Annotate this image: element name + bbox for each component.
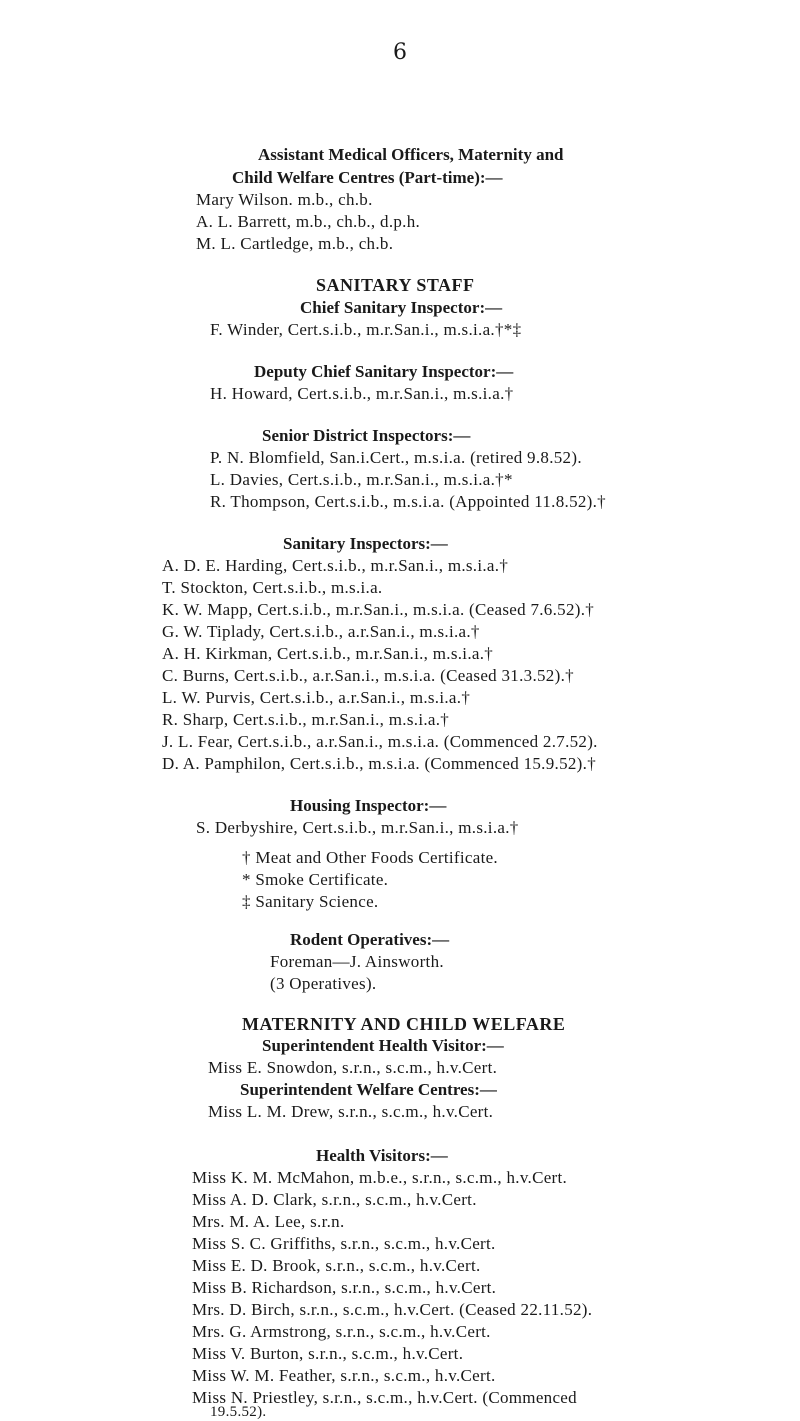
sanitary-inspector: R. Sharp, Cert.s.i.b., m.r.San.i., m.s.i.a.† <box>162 710 450 729</box>
senior-inspectors-heading: Senior District Inspectors:— <box>262 426 471 445</box>
health-visitor: Miss B. Richardson, s.r.n., s.c.m., h.v.Cert. <box>192 1278 497 1297</box>
superintendent-wc: Miss L. M. Drew, s.r.n., s.c.m., h.v.Cert. <box>208 1102 494 1121</box>
health-visitor: Miss E. D. Brook, s.r.n., s.c.m., h.v.Cert. <box>192 1256 481 1275</box>
health-visitor: Miss N. Priestley, s.r.n., s.c.m., h.v.Cert. (Commenced <box>192 1388 577 1407</box>
page-number: 6 <box>393 40 407 65</box>
sanitary-inspectors-heading: Sanitary Inspectors:— <box>283 534 448 553</box>
superintendent-hv: Miss E. Snowdon, s.r.n., s.c.m., h.v.Cert. <box>208 1058 498 1077</box>
health-visitor-continued: 19.5.52). <box>210 1404 267 1420</box>
superintendent-hv-heading: Superintendent Health Visitor:— <box>262 1036 504 1055</box>
footnote: * Smoke Certificate. <box>242 870 389 889</box>
sanitary-inspector: G. W. Tiplady, Cert.s.i.b., a.r.San.i., m.s.i.a.† <box>162 622 480 641</box>
health-visitor: Mrs. D. Birch, s.r.n., s.c.m., h.v.Cert. (Ceased 22.11.52). <box>192 1300 593 1319</box>
health-visitor: Mrs. G. Armstrong, s.r.n., s.c.m., h.v.Cert. <box>192 1322 491 1341</box>
section-title-maternity: MATERNITY AND CHILD WELFARE <box>242 1014 566 1034</box>
amo-name: M. L. Cartledge, m.b., ch.b. <box>196 234 394 253</box>
health-visitor: Miss K. M. McMahon, m.b.e., s.r.n., s.c.m., h.v.Cert. <box>192 1168 568 1187</box>
health-visitor: Mrs. M. A. Lee, s.r.n. <box>192 1212 345 1231</box>
amo-name: A. L. Barrett, m.b., ch.b., d.p.h. <box>196 212 421 231</box>
deputy-inspector: H. Howard, Cert.s.i.b., m.r.San.i., m.s.i.a.† <box>210 384 514 403</box>
section-title-sanitary-staff: SANITARY STAFF <box>316 275 475 295</box>
footnote: ‡ Sanitary Science. <box>242 892 379 911</box>
health-visitor: Miss S. C. Griffiths, s.r.n., s.c.m., h.v.Cert. <box>192 1234 496 1253</box>
health-visitors-heading: Health Visitors:— <box>316 1146 448 1165</box>
amo-heading-line1: Assistant Medical Officers, Maternity and <box>258 145 564 164</box>
rodent-foreman: Foreman—J. Ainsworth. <box>270 952 444 971</box>
sanitary-inspector: C. Burns, Cert.s.i.b., a.r.San.i., m.s.i.a. (Ceased 31.3.52).† <box>162 666 574 685</box>
senior-inspector: P. N. Blomfield, San.i.Cert., m.s.i.a. (retired 9.8.52). <box>210 448 582 467</box>
sanitary-inspector: A. D. E. Harding, Cert.s.i.b., m.r.San.i., m.s.i.a.† <box>162 556 509 575</box>
rodent-operatives-heading: Rodent Operatives:— <box>290 930 450 949</box>
deputy-inspector-heading: Deputy Chief Sanitary Inspector:— <box>254 362 514 381</box>
sanitary-inspector: D. A. Pamphilon, Cert.s.i.b., m.s.i.a. (Commenced 15.9.52).† <box>162 754 596 773</box>
senior-inspector: L. Davies, Cert.s.i.b., m.r.San.i., m.s.i.a.†* <box>210 470 513 489</box>
housing-inspector-heading: Housing Inspector:— <box>290 796 447 815</box>
sanitary-inspector: K. W. Mapp, Cert.s.i.b., m.r.San.i., m.s.i.a. (Ceased 7.6.52).† <box>162 600 595 619</box>
chief-inspector-heading: Chief Sanitary Inspector:— <box>300 298 503 317</box>
sanitary-inspector: A. H. Kirkman, Cert.s.i.b., m.r.San.i., m.s.i.a.† <box>162 644 494 663</box>
sanitary-inspector: J. L. Fear, Cert.s.i.b., a.r.San.i., m.s.i.a. (Commenced 2.7.52). <box>162 732 598 751</box>
health-visitor: Miss W. M. Feather, s.r.n., s.c.m., h.v.Cert. <box>192 1366 496 1385</box>
rodent-count: (3 Operatives). <box>270 974 377 993</box>
health-visitor: Miss A. D. Clark, s.r.n., s.c.m., h.v.Cert. <box>192 1190 477 1209</box>
housing-inspector: S. Derbyshire, Cert.s.i.b., m.r.San.i., m.s.i.a.† <box>196 818 519 837</box>
chief-inspector: F. Winder, Cert.s.i.b., m.r.San.i., m.s.i.a.†*‡ <box>210 320 522 339</box>
footnote: † Meat and Other Foods Certificate. <box>242 848 498 867</box>
sanitary-inspector: T. Stockton, Cert.s.i.b., m.s.i.a. <box>162 578 383 597</box>
health-visitor: Miss V. Burton, s.r.n., s.c.m., h.v.Cert. <box>192 1344 464 1363</box>
senior-inspector: R. Thompson, Cert.s.i.b., m.s.i.a. (Appointed 11.8.52).† <box>210 492 606 511</box>
amo-name: Mary Wilson. m.b., ch.b. <box>196 190 373 209</box>
amo-heading-line2: Child Welfare Centres (Part-time):— <box>232 168 503 187</box>
sanitary-inspector: L. W. Purvis, Cert.s.i.b., a.r.San.i., m.s.i.a.† <box>162 688 471 707</box>
superintendent-wc-heading: Superintendent Welfare Centres:— <box>240 1080 497 1099</box>
